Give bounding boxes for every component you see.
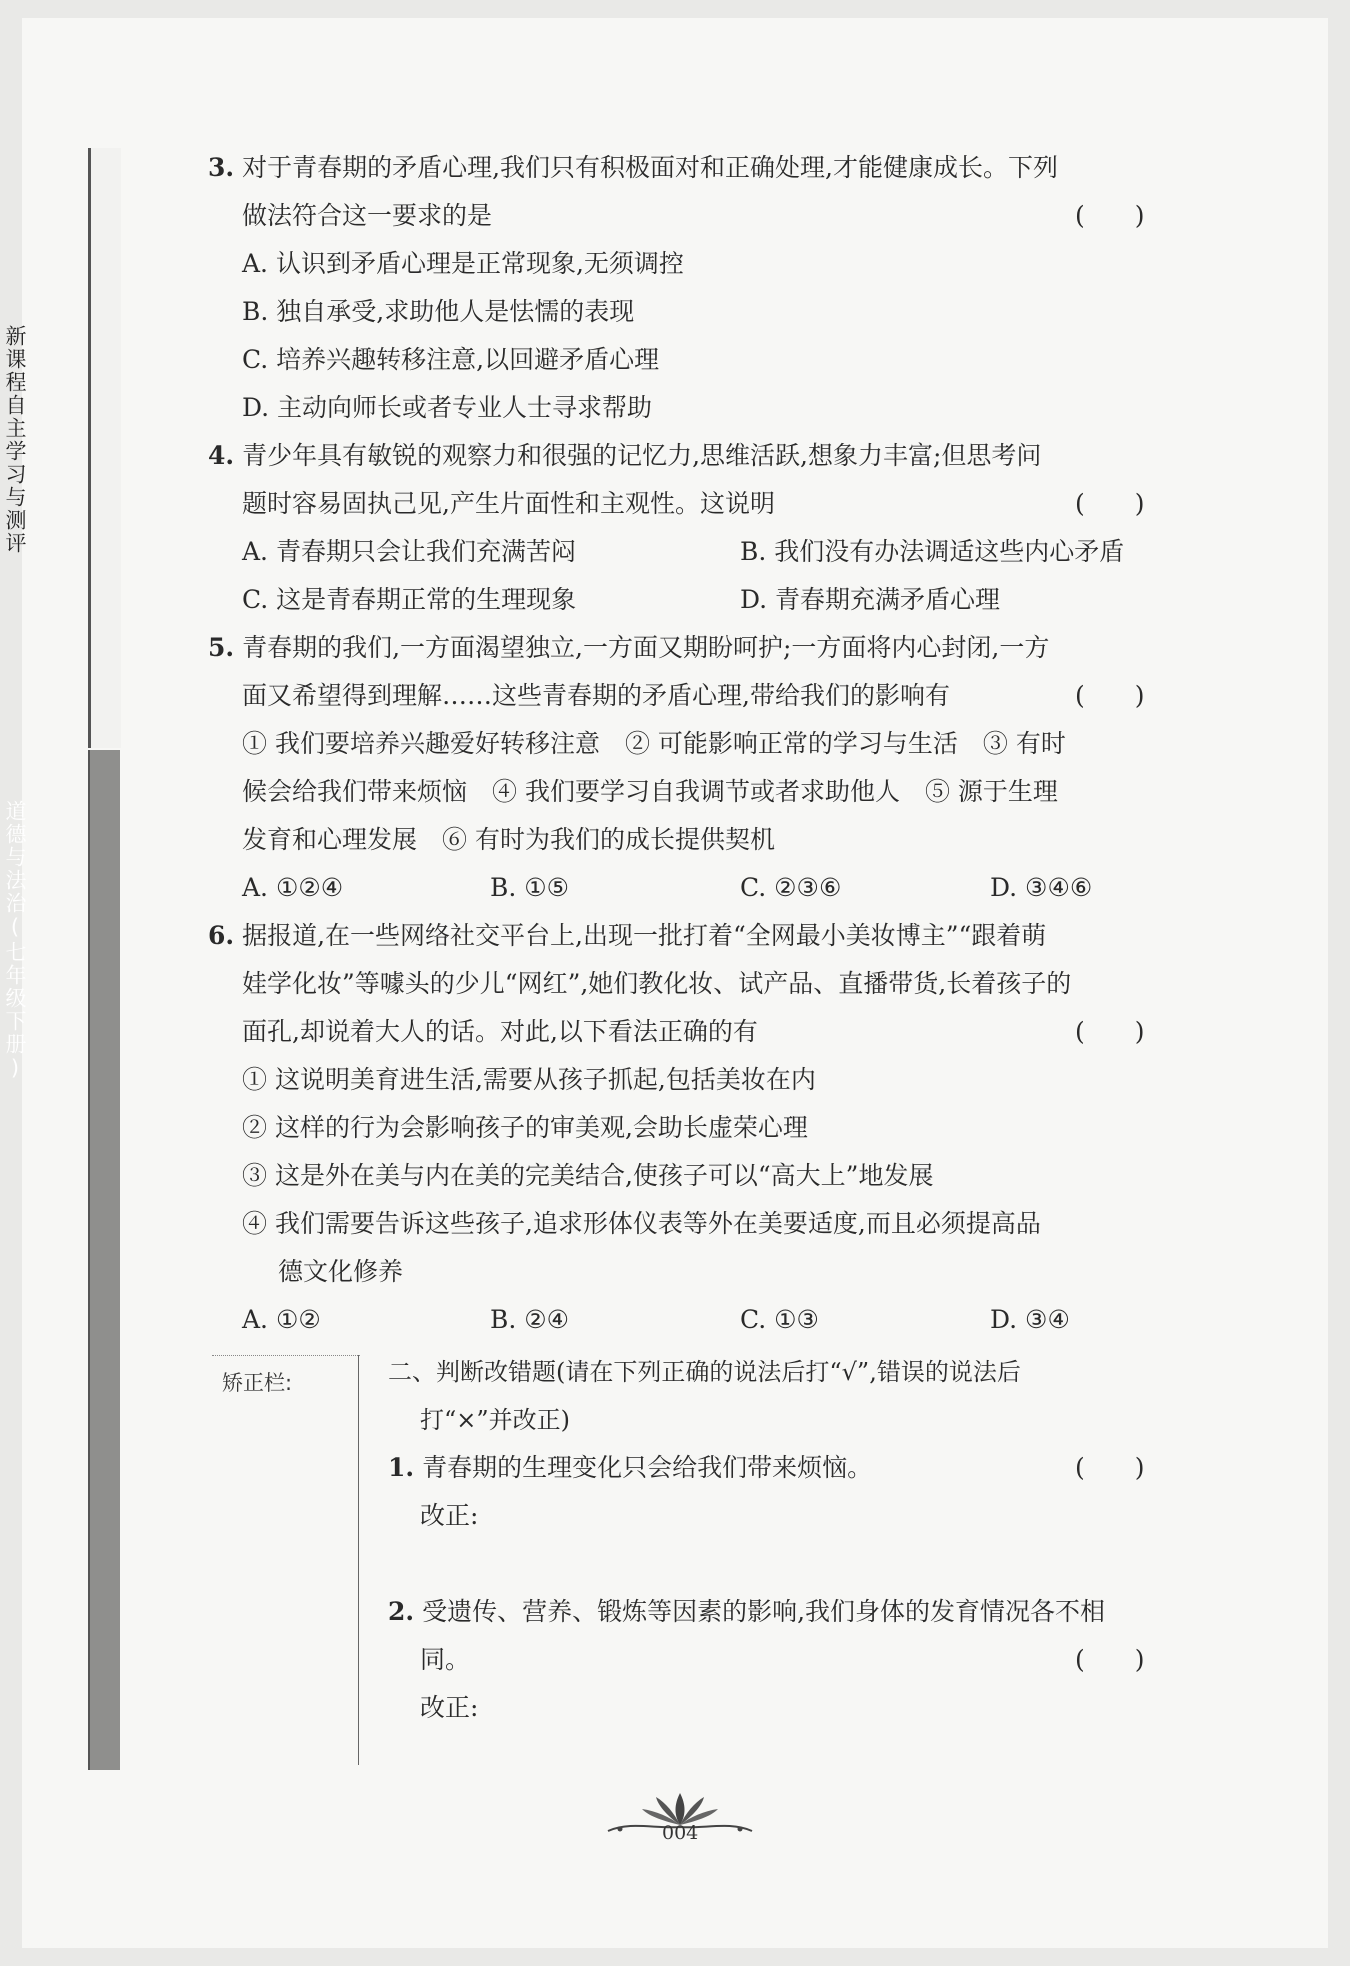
s2-item1-line bbox=[388, 1448, 872, 1488]
q4-option-a: A. 青春期只会让我们充满苦闷 bbox=[242, 537, 576, 566]
s2-item2-text: 受遗传、营养、锻炼等因素的影响,我们身体的发育情况各不相 bbox=[422, 1597, 1106, 1626]
q6-option-d: D. ③④ bbox=[990, 1305, 1070, 1334]
q3-option-c: C. 培养兴趣转移注意,以回避矛盾心理 bbox=[242, 345, 660, 374]
q5-option-d: D. ③④⑥ bbox=[990, 873, 1093, 902]
q5-option-c: C. ②③⑥ bbox=[740, 873, 842, 902]
sidebar-bottom-tab bbox=[88, 750, 120, 1770]
q6-statement-4: ④ 我们需要告诉这些孩子,追求形体仪表等外在美要适度,而且必须提高品 bbox=[242, 1209, 1041, 1238]
q6-statement-2: ② 这样的行为会影响孩子的审美观,会助长虚荣心理 bbox=[242, 1113, 808, 1142]
q5-statements-2: 候会给我们带来烦恼 ④ 我们要学习自我调节或者求助他人 ⑤ 源于生理 bbox=[242, 777, 1058, 806]
q6-statement-3: ③ 这是外在美与内在美的完美结合,使孩子可以“高大上”地发展 bbox=[242, 1161, 934, 1190]
section2-title-line1: 二、判断改错题(请在下列正确的说法后打“√”,错误的说法后 bbox=[388, 1358, 1021, 1386]
q5-statements-3: 发育和心理发展 ⑥ 有时为我们的成长提供契机 bbox=[242, 825, 775, 854]
sidebar-series-title: 新课程自主学习与测评 bbox=[3, 325, 27, 555]
q6-line1 bbox=[208, 916, 1046, 956]
q6-text-1: 据报道,在一些网络社交平台上,出现一批打着“全网最小美妆博主”“跟着萌 bbox=[242, 921, 1047, 950]
s2-item1-answer-paren: ( ) bbox=[1075, 1453, 1145, 1482]
q4-option-d: D. 青春期充满矛盾心理 bbox=[740, 585, 1001, 614]
section2-title-line2: 打“×”并改正) bbox=[420, 1406, 571, 1434]
s2-item1-text: 青春期的生理变化只会给我们带来烦恼。 bbox=[422, 1453, 873, 1482]
correction-column-label: 矫正栏: bbox=[222, 1371, 293, 1395]
q6-number: 6. bbox=[208, 921, 235, 950]
sidebar-top-tab bbox=[88, 148, 121, 748]
q4-number: 4. bbox=[208, 441, 235, 470]
s2-item2-line2: 同。 bbox=[420, 1645, 471, 1674]
q3-option-a: A. 认识到矛盾心理是正常现象,无须调控 bbox=[242, 249, 684, 278]
q6-statement-1: ① 这说明美育进生活,需要从孩子抓起,包括美妆在内 bbox=[242, 1065, 816, 1094]
q5-option-a: A. ①②④ bbox=[242, 873, 344, 902]
q6-option-b: B. ②④ bbox=[490, 1305, 570, 1334]
correction-column-divider bbox=[358, 1355, 359, 1765]
q4-text-1: 青少年具有敏锐的观察力和很强的记忆力,思维活跃,想象力丰富;但思考问 bbox=[242, 441, 1042, 470]
correction-column-top-rule bbox=[212, 1355, 360, 1356]
page-number: 004 bbox=[662, 1822, 699, 1844]
q3-option-b: B. 独自承受,求助他人是怯懦的表现 bbox=[242, 297, 635, 326]
q3-answer-paren: ( ) bbox=[1075, 201, 1145, 230]
s2-item2-line1 bbox=[388, 1592, 1105, 1632]
q5-option-b: B. ①⑤ bbox=[490, 873, 570, 902]
q3-option-d: D. 主动向师长或者专业人士寻求帮助 bbox=[242, 393, 653, 422]
q4-line1 bbox=[208, 436, 1041, 476]
q6-line3: 面孔,却说着大人的话。对此,以下看法正确的有 bbox=[242, 1017, 758, 1046]
q4-option-c: C. 这是青春期正常的生理现象 bbox=[242, 585, 577, 614]
s2-item2-correction: 改正: bbox=[420, 1693, 479, 1722]
s2-item2-number: 2. bbox=[388, 1597, 415, 1626]
s2-item2-answer-paren: ( ) bbox=[1075, 1645, 1145, 1674]
q6-statement-4-cont: 德文化修养 bbox=[278, 1257, 404, 1286]
q3-number: 3. bbox=[208, 153, 235, 182]
q6-option-c: C. ①③ bbox=[740, 1305, 819, 1334]
q6-answer-paren: ( ) bbox=[1075, 1017, 1145, 1046]
q6-option-a: A. ①② bbox=[242, 1305, 321, 1334]
q4-option-b: B. 我们没有办法调适这些内心矛盾 bbox=[740, 537, 1125, 566]
s2-item1-correction: 改正: bbox=[420, 1501, 479, 1530]
q3-line1 bbox=[208, 148, 1058, 188]
q3-line2: 做法符合这一要求的是 bbox=[242, 201, 493, 230]
q5-answer-paren: ( ) bbox=[1075, 681, 1145, 710]
q5-line1 bbox=[208, 628, 1049, 668]
s2-item1-number: 1. bbox=[388, 1453, 415, 1482]
q5-line2: 面又希望得到理解……这些青春期的矛盾心理,带给我们的影响有 bbox=[242, 681, 950, 710]
q4-answer-paren: ( ) bbox=[1075, 489, 1145, 518]
q5-statements-1: ① 我们要培养兴趣爱好转移注意 ② 可能影响正常的学习与生活 ③ 有时 bbox=[242, 729, 1066, 758]
q5-number: 5. bbox=[208, 633, 235, 662]
sidebar-subject-title: 道德与法治(七年级下册) bbox=[3, 800, 27, 1082]
q4-line2: 题时容易固执己见,产生片面性和主观性。这说明 bbox=[242, 489, 775, 518]
q3-text-1: 对于青春期的矛盾心理,我们只有积极面对和正确处理,才能健康成长。下列 bbox=[242, 153, 1058, 182]
q6-line2: 娃学化妆”等噱头的少儿“网红”,她们教化妆、试产品、直播带货,长着孩子的 bbox=[242, 969, 1072, 998]
q5-text-1: 青春期的我们,一方面渴望独立,一方面又期盼呵护;一方面将内心封闭,一方 bbox=[242, 633, 1050, 662]
